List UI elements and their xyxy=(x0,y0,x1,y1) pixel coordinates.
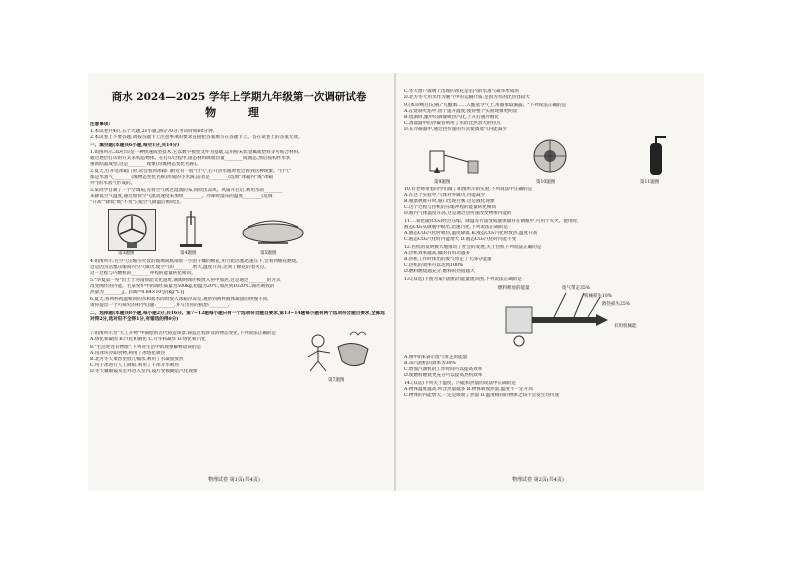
figure-kiln xyxy=(238,213,308,247)
figure-caption: 第11题图 xyxy=(640,180,660,185)
figure-extinguisher xyxy=(636,135,676,179)
question-line: 1.如图所示,3D打印是一种快速成型技术,它以数字模型文件为基础,运用粉末状金属或塑料等可粘合材料, xyxy=(90,150,300,155)
question-line: C.冬天窗户玻璃上出现的冰花是室内的水蒸气凝华形成的 xyxy=(404,89,520,94)
energy-label: 燃料释放的能量 xyxy=(498,286,530,291)
section-title: 一、填空题(本题共6小题,每空1分,共14分) xyxy=(90,143,180,148)
question-line: 这一过程与内燃机的________冲程的能量转化相同。 xyxy=(90,271,196,276)
question-line: A.在烧制火焰中,由于提升温度,使得整个实验现象更明显 xyxy=(404,109,518,114)
question-line: 重新结晶成型,这是________现象(均填物态变化名称)。 xyxy=(90,162,201,167)
note-line: 2.本试卷上不要答题,请按答题卡上注意事项的要求直接把答案填写在答题卡上。答在试卷上的答案无效。 xyxy=(90,135,303,140)
energy-label: 废气带走35% xyxy=(562,286,591,291)
question-line: B.北方冬天菜窖里放几桶水,利用了水凝固放热 xyxy=(90,357,184,362)
question-line: A.液态CO₂汽化时吸热,温度降低 B.液态CO₂汽化时放热,温度升高 xyxy=(404,231,538,236)
question-line: 都是水蒸气________(填物态变化名称)形成的小水滴,前者是________(选填"冰箱内"或"冰箱 xyxy=(90,175,274,180)
exam-title: 商水 2024—2025 学年上学期九年级第一次调研试卷 xyxy=(111,91,367,103)
figure-distill xyxy=(424,137,484,177)
question-line: D.在冷凝器中,通过热传递的方式使酒蒸气内能减少 xyxy=(404,127,507,132)
question-line: 来降低空气温度,通过加快空气流动速度来加快________。冷却时湿布的温度________(选填 xyxy=(90,194,273,199)
page-footer: 物理试卷 第2页(共4页) xyxy=(512,477,564,483)
note-line: 1.本试卷共4页,五个大题,21小题,满分70分,考试时间60分钟。 xyxy=(90,129,218,134)
question-line: A.物体温度越高,所含热量越多 B.物体吸收热量,温度不一定升高 xyxy=(404,387,533,392)
figure-fan xyxy=(108,209,156,251)
energy-label: 散热损失25% xyxy=(602,302,631,307)
question-line: D.使燃料燃烧更充分可以提高热机效率 xyxy=(404,373,483,378)
question-line: A.图中的E表示废气带走的能量 xyxy=(404,355,468,360)
question-line: A.在这个实验中,气体对外做功,内能减少 xyxy=(404,193,486,198)
figure-piston xyxy=(174,211,208,249)
question-line: 液态CO₂从钢瓶中喷出,迅速汽化,下列说法正确的是 xyxy=(404,225,508,230)
question-line: C.增加汽油机的工作时间可以提高效率 xyxy=(404,367,483,372)
question-line: 14.(双选)下列关于温度、内能和热量的说法中正确的是 xyxy=(404,381,516,386)
page-footer: 物理试卷 第1页(共4页) xyxy=(208,477,260,483)
subject-title: 物 理 xyxy=(205,106,273,119)
figure-caption: 第9题图 xyxy=(434,180,451,185)
question-line: 改变陶坯的内能。若某窑炉中的陶坯质量为500kg,初温为20℃,加热到1020℃,陶坯吸收的 xyxy=(90,284,275,289)
question-line: D.冬天戴眼镜从室外进入室内,镜片变模糊是汽化现象 xyxy=(90,369,198,374)
page-1 xyxy=(88,73,390,491)
question-line: 12.热机的发明极大地推动了社会的发展,关于热机下列说法正确的是 xyxy=(404,245,542,250)
page-fold xyxy=(394,73,396,491)
question-line: 3.某同学自制了一个空调扇,先将空气吹过湿润的布,再吹出凉风。风扇开启后,利用水的________ xyxy=(90,188,283,193)
question-line: "升高""降低"或"不变"),使空气降温后被吹出。 xyxy=(90,200,185,205)
figure-casting xyxy=(298,327,382,375)
question-line: D.瓶内气体温度升高,这是通过热传递改变物体内能的 xyxy=(404,211,512,216)
question-line: C.液态CO₂汽化时内能增大 D.液态CO₂汽化时内能不变 xyxy=(404,237,517,242)
question-line: 9.(本草纲目)记载:"凡酿酒……入甑蒸令气上,用器承取滴露。"下列说法正确的是 xyxy=(404,103,567,108)
question-line: 10.有老师带着同学们做了如图所示的实验,下列说法中正确的是 xyxy=(404,187,533,192)
figure-caption: 第4题图 xyxy=(180,251,197,256)
question-line: B.热机工作时排出的废气带走了大部分能量 xyxy=(404,257,492,262)
question-line: A.熔化和凝固 B.汽化和液化 C.升华和凝华 D.熔化和汽化 xyxy=(90,337,206,342)
figure-caption: 第3题图 xyxy=(118,251,135,256)
figure-caption: 第7题图 xyxy=(328,378,345,383)
question-line: 6.夏天,将两杯初温相同的水和盐水同时放入冰箱冷冻室,观察到两杯液体凝固的快慢不同, xyxy=(90,297,269,302)
question-line: A.用冰块冷却食物,利用了冰熔化吸热 xyxy=(90,351,166,356)
question-line: C.蒸馏器中的冷凝管利用了水的比热容大的特点 xyxy=(404,121,501,126)
question-line: 这是因为活塞压缩筒内空气做功,使空气的________增大,温度升高,达到了棉花的着火点。 xyxy=(90,265,269,270)
figure-engine xyxy=(520,135,580,177)
question-line: C.用干冰进行人工降雨,利用了干冰升华吸热 xyxy=(90,363,179,368)
energy-label: 机械损失10% xyxy=(584,294,613,299)
question-line: 请你提出一个可探究的科学问题:________,并写出你的猜想:________。 xyxy=(90,303,233,308)
exam-sheet xyxy=(88,73,704,491)
question-line: B.该汽油机的效率为30% xyxy=(404,361,456,366)
section-title: 二、选择题(本题共8小题,每小题2分,共16分。第7~12题每小题只有一个选项符合题目要求,第13~14题每小题有两个选项符合题目要求,全部选对得2分,选对但不全得1分,有错选的得0分) xyxy=(90,311,385,322)
question-line: D.北方冬天用水作为暖气中的运输介质,是因为水的比热容较大 xyxy=(404,95,530,100)
question-line: 热量为________J。[c陶=0.84×10³J/(kg·℃)] xyxy=(90,290,185,295)
question-line: C.物体的内能增大,一定是吸收了热量 D.温度相同的物体之间不会发生热传递 xyxy=(404,393,560,398)
question-line: 2.夏天,打开电冰箱门时,常会看到冰箱门附近有一股"白气",打开热水瓶时也会看到这种现象。"白气" xyxy=(90,169,291,174)
question-line: C.这个过程与热机的压缩冲程的能量转化相同 xyxy=(404,205,497,210)
question-line: C.热机的效率可以达到100% xyxy=(404,263,464,268)
question-line: A.热机效率越高,做的有用功越多 xyxy=(404,251,470,256)
question-line: 8."生活处处有物理",下列对生活中的现象解释错误的是 xyxy=(90,345,202,350)
question-line: 通过逐层打印的方式来构造物体。在打印过程中,固态材料吸收热量________成液态,然后按构件形状 xyxy=(90,156,291,161)
energy-label: 有用机械能 xyxy=(614,324,637,329)
question-line: 7.如图所示为"天工开物"中描绘的古代铸造场景,铸造过程涉及的物态变化,下列说法正确的是 xyxy=(90,331,277,336)
page-2 xyxy=(402,73,704,491)
question-line: 4.如图所示,在空气压缩引火仪的玻璃筒底部放一小团干燥的棉花,用力把活塞迅速压下,会看到棉花燃烧。 xyxy=(90,259,301,264)
question-line: B.烧酒时,甑中的酒液吸热汽化,上升后遇冷液化 xyxy=(404,115,500,120)
question-line: D.燃料燃烧越充分,燃料的热值越大 xyxy=(404,269,475,274)
notes-title: 注意事项: xyxy=(90,122,111,127)
question-line: 外")的水蒸气形成的。 xyxy=(90,181,136,186)
question-line: 11.二氧化碳(CO₂)经过压缩、降温等方法变成液体储存在钢瓶中,可用于灭火。使用时, xyxy=(404,219,579,224)
question-line: 13.(双选)下图为某汽油机的能量流向图,下列说法正确的是 xyxy=(404,277,523,282)
figure-caption: 第10题图 xyxy=(536,180,556,185)
figure-caption: 第5题图 xyxy=(260,251,277,256)
question-line: 5."华夏第一窑"出土于河南仰韶文化遗址,制陶时陶坯被放入窑中加热,这是通过________的方式 xyxy=(90,278,281,283)
question-line: B.瓶塞被推开时,瓶口出现白雾,这是液化现象 xyxy=(404,199,495,204)
